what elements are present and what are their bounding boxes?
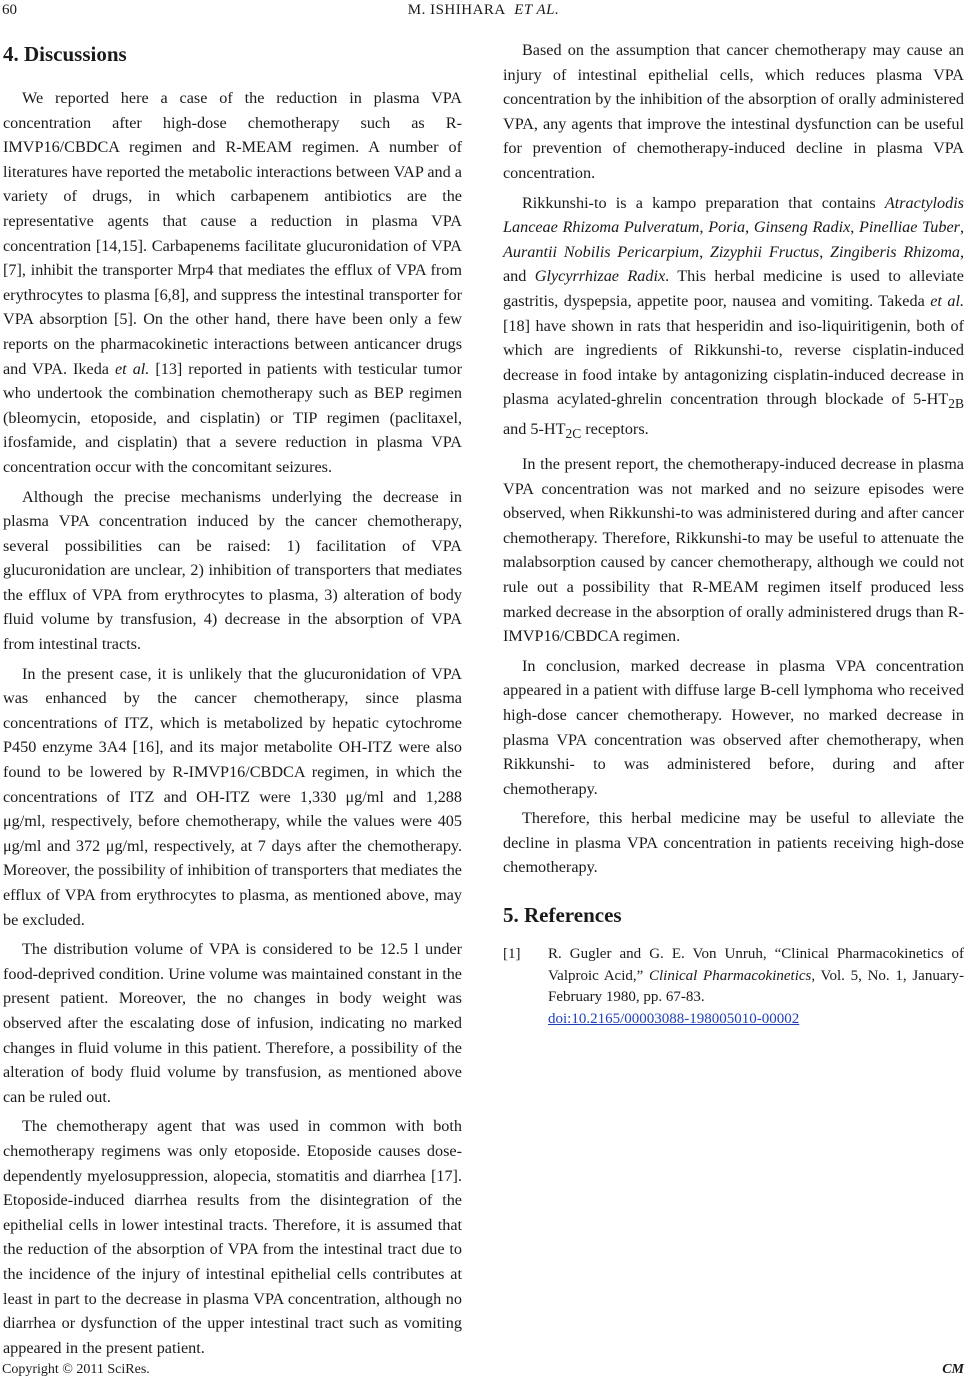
herb-name: Zizyphii Fructus (709, 242, 820, 261)
paragraph-7-end: receptors. (581, 420, 649, 439)
paragraph-7-and: and 5-HT (503, 420, 566, 439)
paragraph-1-text: We reported here a case of the reduction in plasma VPA concentration after high-dose chemotherapy such as R-IMVP16/CBDCA regimen and R-MEAM regimen. A number of literatures have reported the metabolic interactions between VAP and a variety of drugs, in which carbapenem antibiotics are the representative agents that cause a reduction in plasma VPA concentration [14,15]. Carbapenems facilitate glucuronidation of VPA [7], inhibit the transporter Mrp4 that mediates the efflux of VPA from erythrocytes to plasma [6,8], and suppress the intestinal transporter for VPA absorption [5]. On the other hand, there have been only a few reports on the pharmacokinetic interactions between anticancer drugs and VPA. Ikeda (3, 89, 462, 378)
reference-number: [1] (503, 946, 521, 963)
paragraph-7-etal: et al. (930, 291, 964, 310)
paragraph-10: Therefore, this herbal medicine may be useful to alleviate the decline in plasma VPA concentration in patients receiving high-dose chemotherapy. (503, 809, 964, 877)
herb-name: Atractylodis Lanceae Rhizoma Pulveratum (503, 193, 964, 237)
left-column (3, 38, 462, 1365)
paragraph-5: The chemotherapy agent that was used in common with both chemotherapy regimens was only etoposide. Etoposide causes dose-dependently myelosuppression, alopecia, stomatitis and diarrhea [17]. Etoposide-induced diarrhea results from the disintegration of the epithelial cells in lower intestinal tracts. Therefore, it is assumed that the reduction of the absorption of VPA from the intestinal tract due to the incidence of the injury of intestinal epithelial cells contributes at least in part to the decrease in plasma VPA concentration, although no diarrhea or dysfunction of the upper intestinal tract such as vomiting appeared in the present patient. (3, 1117, 462, 1357)
paragraph-7-findings: [18] have shown in rats that hesperidin and iso-liquiritigenin, both of which are ingredients of Rikkunshi-to, reverse cisplatin-induced decrease in food intake by antagonizing cisplatin-induced decrease in plasma acylated-ghrelin concentration through blockade of 5-HT (503, 316, 964, 409)
page-footer (0, 1362, 967, 1384)
copyright-notice: Copyright © 2011 SciRes. (2, 1362, 150, 1377)
reference-body (548, 944, 964, 1030)
reference-tail: , Vol. 5, No. 1, January-February 1980, pp. 67-83. (548, 967, 964, 1006)
paragraph-2: Although the precise mechanisms underlying the decrease in plasma VPA concentration induced by the cancer chemotherapy, several possibilities can be raised: 1) facilitation of VPA glucuronidation are unclear, 2) inhibition of transporters that mediates the efflux of VPA from erythrocytes to plasma, 3) alteration of body fluid volume by transfusion, 4) decrease in the absorption of VPA from intestinal tracts. (3, 487, 462, 654)
paragraph-7-body: . This herbal medicine is used to alleviate gastritis, dyspepsia, appetite poor, nausea and vomiting. Takeda (503, 267, 964, 310)
paragraph-7: Rikkunshi-to is a kampo preparation that contains Atractylodis Lanceae Rhizoma Pulveratum, Poria, Ginseng Radix, Pinelliae Tuber, Aurantii Nobilis Pericarpium, Zizyphii Fructus, Zingiberis Rhizoma, and Glycyrrhizae Radix. This herbal medicine is used to alleviate gastritis, dyspepsia, appetite poor, nausea and vomiting. Takeda et al. [18] have shown in rats that hesperidin and iso-liquiritigenin, both of which are ingredients of Rikkunshi-to, reverse cisplatin-induced decrease in food intake by antagonizing cisplatin-induced decrease in plasma acylated-ghrelin concentration through blockade of $5-HT_{2B}$ and $5-HT_{2C}$ receptors. (503, 193, 965, 442)
paragraph-1-etal: et al. (115, 359, 150, 378)
herb-name: Pinelliae Tuber (859, 218, 960, 237)
authors-etal: ET AL. (514, 2, 560, 18)
paragraph-8: In the present report, the chemotherapy-induced decrease in plasma VPA concentration was not marked and no seizure episodes were observed, when Rikkunshi-to was administered during and after cancer chemotherapy. Therefore, Rikkunshi-to may be useful to attenuate the malabsorption caused by cancer chemotherapy, although we could not rule out a possibility that R-MEAM regimen itself produced less marked decrease in the absorption of orally administered drugs than R-IMVP16/CBDCA regimen. (503, 454, 964, 646)
subscript-2b: 2B (948, 396, 964, 412)
herb-name: Aurantii Nobilis Pericarpium (503, 242, 700, 261)
herb-name: Ginseng Radix (753, 218, 851, 237)
authors-name: M. ISHIHARA (407, 2, 506, 18)
paragraph-6: Based on the assumption that cancer chemotherapy may cause an injury of intestinal epithelial cells, which reduces plasma VPA concentration by the inhibition of the absorption of orally administered VPA, any agents that improve the intestinal dysfunction can be useful for prevention of chemotherapy-induced decline in plasma VPA concentration. (503, 41, 964, 182)
journal-abbreviation: CM (942, 1362, 964, 1377)
running-header (0, 2, 967, 24)
paragraph-1 (3, 86, 462, 480)
herb-name: Glycyrrhizae Radix (534, 267, 666, 286)
paragraph-3: In the present case, it is unlikely that the glucuronidation of VPA was enhanced by the cancer chemotherapy, since plasma concentrations of ITZ, which is metabolized by hepatic cytochrome P450 enzyme 3A4 [16], and its major metabolite OH-ITZ were also found to be lowered by R-IMVP16/CBDCA regimen, in which the concentrations of ITZ and OH-ITZ were 1,330 μg/ml and 1,288 μg/ml, respectively, before chemotherapy, while the values were 405 μg/ml and 372 μg/ml, respectively, at 7 days after the chemotherapy. Moreover, the possibility of inhibition of transporters that mediates the efflux of VPA from erythrocytes to plasma, as mentioned above, may be excluded. (3, 664, 462, 929)
running-authors (0, 2, 967, 19)
section-heading-discussions: 4. Discussions (3, 42, 127, 66)
paragraph-7-intro: Rikkunshi-to is a kampo preparation that contains (522, 193, 885, 212)
section-heading-references: 5. References (503, 903, 622, 928)
reference-doi-link[interactable]: doi:10.2165/00003088-198005010-00002 (548, 1010, 800, 1027)
herb-name: Zingiberis Rhizoma (830, 242, 960, 261)
reference-journal: Clinical Pharmacokinetics (649, 967, 812, 984)
paragraph-4: The distribution volume of VPA is considered to be 12.5 l under food-deprived condition. Urine volume was maintained constant in the present patient. Moreover, the no changes in body weight was observed after the escalating dose of infusion, indicating no marked changes in fluid volume in this patient. Therefore, a possibility of the alteration of body fluid volume by transfusion, as mentioned above can be ruled out. (3, 940, 462, 1106)
right-column (503, 38, 964, 1030)
reference-text: R. Gugler and G. E. Von Unruh, “Clinical Pharmacokinetics of Valproic Acid,” (548, 946, 964, 984)
subscript-2c: 2C (565, 426, 582, 442)
reference-item (503, 944, 964, 1030)
paragraph-9: In conclusion, marked decrease in plasma VPA concentration appeared in a patient with diffuse large B-cell lymphoma who received high-dose cancer chemotherapy. However, no marked decrease in plasma VPA concentration was observed after chemotherapy, when Rikkunshi- to was administered before, during and after chemotherapy. (503, 656, 964, 798)
page-number: 60 (2, 2, 17, 18)
herb-name: Poria (708, 218, 746, 237)
paragraph-1-end: [13] reported in patients with testicular tumor who undertook the combination chemotherapy such as BEP regimen (bleomycin, etoposide, and cisplatin) or TIP regimen (paclitaxel, ifosfamide, and cisplatin) that a severe reduction in plasma VPA concentration occur with the concomitant seizures. (3, 359, 462, 476)
